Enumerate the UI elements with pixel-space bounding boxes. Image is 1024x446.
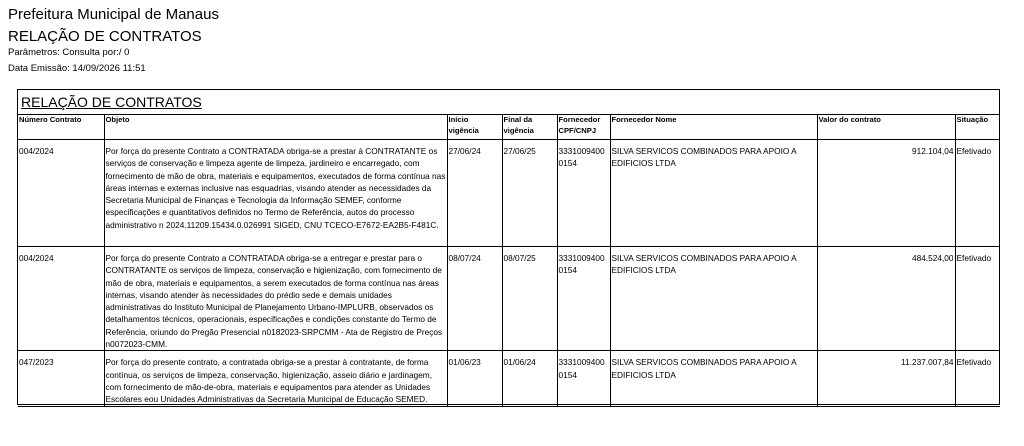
col-header-objeto: Objeto [104,115,447,140]
cell-valor: 912.104,04 [817,140,955,247]
cell-objeto: Por força do presente contrato, a contratada obriga-se a prestar à contratante, de forma contínua, os serviços de limpeza, conservação, higienização, asseio diário e jardinagem, com fornecimento de mão-de-obra, materiais e equipamentos para atender as Unidades Escolares eou Unidades Administrativas da Secretaria Municipal de Educação SEMED. [104,351,447,406]
col-header-fornecedor: Fornecedor CPF/CNPJ [557,115,610,140]
cell-objeto: Por força do presente Contrato a CONTRATADA obriga-se a entregar e prestar para o CONTRATANTE os serviços de limpeza, conservação e higienização, com fornecimento de mão de obra, materiais e equipamentos, a serem executados de forma contínua nas áreas internas, visando atender às necessidades do prédio sede e demais unidades administrativas do Instituto Municipal de Planejamento Urbano-IMPLURB, observados os detalhamentos técnicos, operacionais, especificações e condições constante do Termo de Referência, oriundo do Pregão Presencial n0182023-SRPCMM - Ata de Registro de Preços n0072023-CMM. [104,247,447,351]
cell-inicio: 01/06/23 [447,351,502,406]
cell-fornecedor: 33310094000154 [557,247,610,351]
cell-valor: 484.524,00 [817,247,955,351]
col-header-final: Final da vigência [502,115,557,140]
col-header-situacao: Situação [955,115,1000,140]
report-box [17,89,1000,405]
col-header-fornecedor-nome: Fornecedor Nome [610,115,817,140]
report-title: RELAÇÃO DE CONTRATOS [21,94,202,110]
cell-numero: 004/2024 [18,247,104,351]
table-row [18,140,1000,247]
col-header-inicio: Início vigência [447,115,502,140]
cell-fornecedor-nome: SILVA SERVICOS COMBINADOS PARA APOIO A EDIFICIOS LTDA [610,247,817,351]
org-name: Prefeitura Municipal de Manaus [8,6,219,23]
cell-situacao: Efetivado [955,247,1000,351]
cell-objeto: Por força do presente Contrato a CONTRATADA obriga-se a prestar à CONTRATANTE os serviços de conservação e limpeza agente de limpeza, jardineiro e encarregado, com fornecimento de mão de obra, materiais e equipamentos, executados de forma contínua nas áreas internas e externas inclusive nas esquadrias, visando atender as necessidades da Secretaria Municipal de Finanças e Tecnologia da Informação SEMEF, conforme especificações e quantitativos definidos no Termo de Referência, autos do processo administrativo n 2024.11209.15434.0.026991 SIGED, CNU TCECO-E7672-EA2B5-F481C. [104,140,447,247]
cell-situacao: Efetivado [955,140,1000,247]
cell-final: 08/07/25 [502,247,557,351]
cell-situacao: Efetivado [955,351,1000,406]
table-header-row [18,115,1000,140]
params-line: Parâmetros: Consulta por:/ 0 [8,47,130,58]
emission-date: Data Emissão: 14/09/2026 11:51 [8,63,146,74]
table-row [18,247,1000,351]
cell-fornecedor-nome: SILVA SERVICOS COMBINADOS PARA APOIO A EDIFICIOS LTDA [610,351,817,406]
contracts-table [18,114,1000,407]
cell-valor: 11.237.007,84 [817,351,955,406]
cell-inicio: 08/07/24 [447,247,502,351]
page-title: RELAÇÃO DE CONTRATOS [8,28,202,45]
cell-final: 01/06/24 [502,351,557,406]
cell-final: 27/06/25 [502,140,557,247]
col-header-valor: Valor do contrato [817,115,955,140]
cell-fornecedor-nome: SILVA SERVICOS COMBINADOS PARA APOIO A EDIFICIOS LTDA [610,140,817,247]
table-row [18,351,1000,406]
cell-inicio: 27/06/24 [447,140,502,247]
cell-numero: 047/2023 [18,351,104,406]
cell-fornecedor: 33310094000154 [557,351,610,406]
cell-fornecedor: 33310094000154 [557,140,610,247]
col-header-numero: Número Contrato [18,115,104,140]
cell-numero: 004/2024 [18,140,104,247]
